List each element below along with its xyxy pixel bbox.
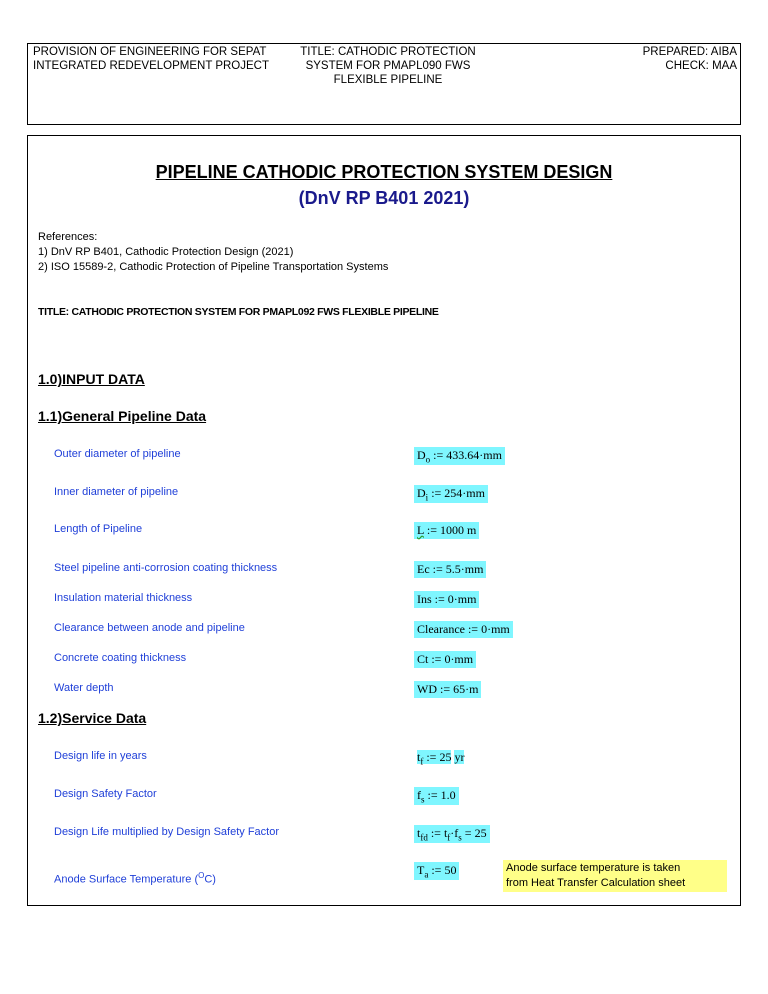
sheet-title: TITLE: CATHODIC PROTECTION SYSTEM FOR PMAPL090 FWS FLEXIBLE PIPELINE [300, 46, 476, 86]
concrete-value[interactable]: Ct := 0·mm [414, 651, 476, 668]
design-life-fs-value[interactable]: $t_{fd}$ := $t_f\cdot f_s = 25$ [414, 825, 490, 843]
design-life-label: Design life in years [54, 750, 147, 762]
clearance-label: Clearance between anode and pipeline [54, 622, 245, 634]
doc-title: TITLE: CATHODIC PROTECTION SYSTEM FOR PMAPL092 FWS FLEXIBLE PIPELINE [38, 306, 439, 318]
coating-value[interactable]: Ec := 5.5·mm [414, 561, 486, 578]
design-life-fs-label: Design Life multiplied by Design Safety Factor [54, 826, 279, 838]
waterdepth-value[interactable]: WD := 65·m [414, 681, 481, 698]
waterdepth-label: Water depth [54, 682, 114, 694]
id-value[interactable]: $D_i$ := 254·mm [414, 485, 488, 503]
section-input-data: 1.0)INPUT DATA [38, 371, 145, 387]
anode-temp-value[interactable]: $T_a$ := 50 [414, 862, 459, 880]
section-service-data: 1.2)Service Data [38, 710, 147, 726]
anode-temp-note: Anode surface temperature is taken from Heat Transfer Calculation sheet [503, 860, 727, 892]
page-subtitle: (DnV RP B401 2021) [298, 188, 470, 208]
safety-factor-value[interactable]: $f_s$ := 1.0 [414, 787, 459, 805]
header-box [27, 43, 741, 125]
design-life-value[interactable]: $t_f$ := 25 yr [417, 750, 465, 767]
concrete-label: Concrete coating thickness [54, 652, 187, 664]
section-general-pipeline: 1.1)General Pipeline Data [38, 408, 207, 424]
id-label: Inner diameter of pipeline [54, 486, 179, 498]
length-value[interactable]: L := 1000 m [414, 522, 479, 539]
clearance-value[interactable]: Clearance := 0·mm [414, 621, 513, 638]
anode-temp-label: Anode Surface Temperature ($^O$C) [54, 871, 216, 886]
project-name: PROVISION OF ENGINEERING FOR SEPAT INTEGRATED REDEVELOPMENT PROJECT [33, 46, 269, 72]
prepared-check: PREPARED: AIBA CHECK: MAA [642, 46, 737, 72]
od-label: Outer diameter of pipeline [54, 448, 181, 460]
safety-factor-label: Design Safety Factor [54, 788, 157, 800]
references: References: 1) DnV RP B401, Cathodic Protection Design (2021) 2) ISO 15589-2, Cathodic Protection of Pipeline Transportation Systems [38, 231, 389, 273]
od-value[interactable]: $D_o$ := 433.64·mm [414, 447, 505, 465]
insulation-value[interactable]: Ins := 0·mm [414, 591, 479, 608]
page-title: PIPELINE CATHODIC PROTECTION SYSTEM DESIGN [155, 162, 613, 182]
coating-label: Steel pipeline anti-corrosion coating thickness [54, 562, 278, 574]
insulation-label: Insulation material thickness [54, 592, 193, 604]
length-label: Length of Pipeline [54, 523, 143, 535]
